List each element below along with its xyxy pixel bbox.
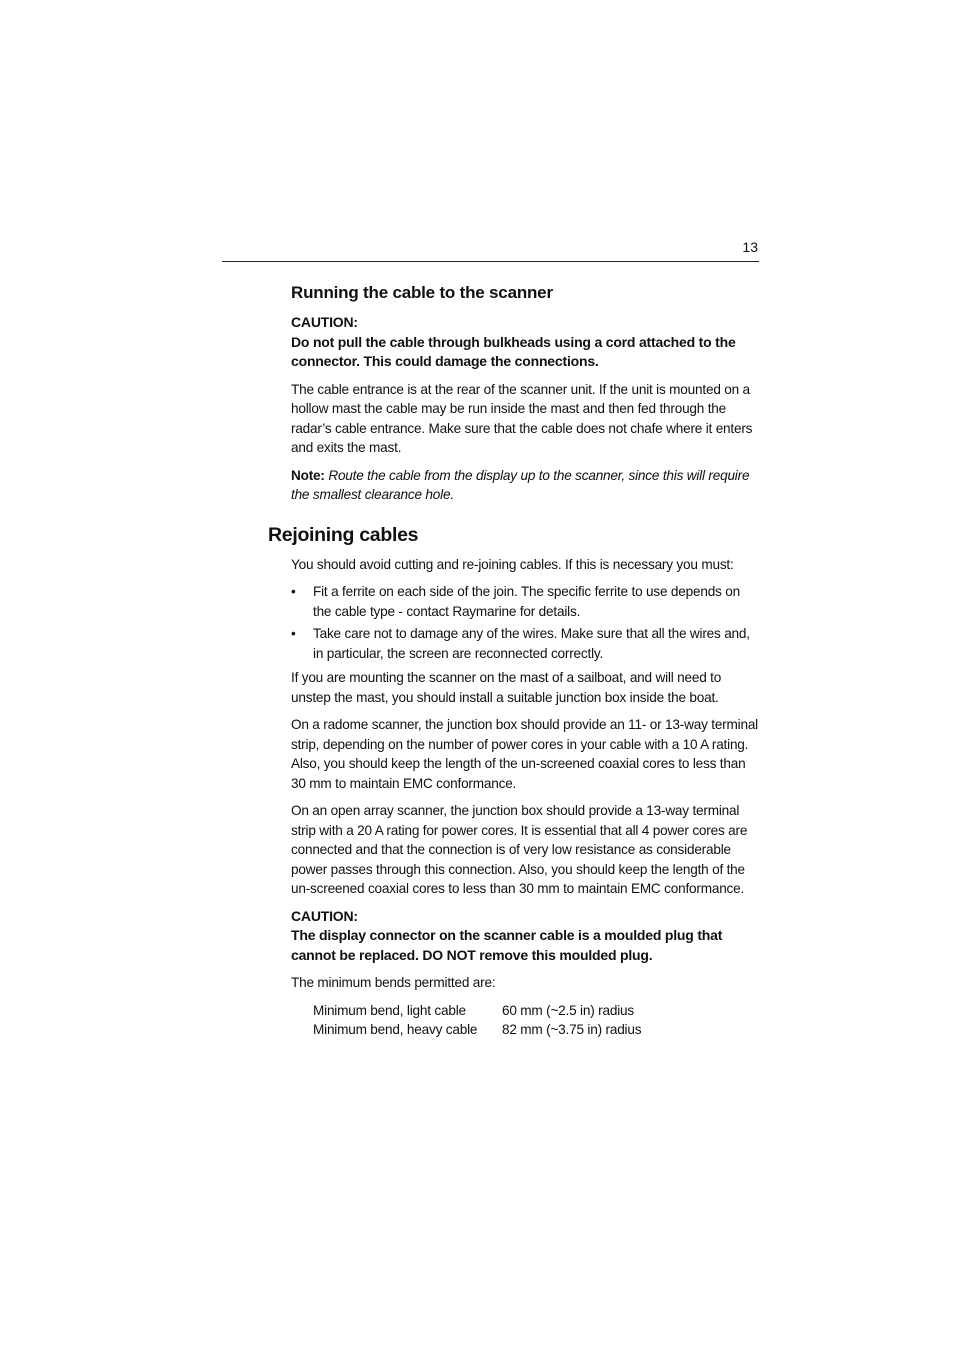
list-item <box>291 624 761 663</box>
paragraph-bends-intro: The minimum bends permitted are: <box>291 975 496 990</box>
caution-block-connector <box>291 907 761 966</box>
bends-table <box>313 1001 641 1040</box>
page-number: 13 <box>742 239 758 255</box>
caution-text: The display connector on the scanner cable is a moulded plug that cannot be replaced. DO NOT remove this moulded plug. <box>291 927 723 963</box>
bend-label: Minimum bend, light cable <box>313 1002 466 1018</box>
bullet-icon: • <box>291 584 296 599</box>
caution-block-running <box>291 313 761 372</box>
heading-rejoining-cables: Rejoining cables <box>268 523 419 546</box>
caution-label: CAUTION: <box>291 907 358 924</box>
heading-running-cable: Running the cable to the scanner <box>291 283 553 302</box>
list-item <box>291 582 761 621</box>
bend-label: Minimum bend, heavy cable <box>313 1022 478 1037</box>
rejoin-bullet-list <box>291 582 761 663</box>
bend-value: 82 mm (~3.75 in) radius <box>502 1022 642 1037</box>
list-item-text: Take care not to damage any of the wires. Make sure that all the wires and, in particular, the screen are reconnected correctly. <box>313 626 750 661</box>
bullet-icon: • <box>291 626 296 641</box>
note-block <box>291 466 761 505</box>
paragraph-cable-entrance: The cable entrance is at the rear of the scanner unit. If the unit is mounted on a hollow mast the cable may be run inside the mast and then fed through the radar’s cable entrance. Make sure that the cable does not chafe where it enters and exits the mast. <box>291 381 753 455</box>
paragraph-open-array: On an open array scanner, the junction box should provide a 13-way terminal strip with a 20 A rating for power cores. It is essential that all 4 power cores are connected and that the connection is of very low resistance as considerable power passes through this connection. Also, you should keep the length of the un-screened coaxial cores to less than 30 mm to maintain EMC conformance. <box>291 803 748 896</box>
note-text: Route the cable from the display up to the scanner, since this will require the smallest clearance hole. <box>291 467 750 502</box>
table-row <box>313 1001 641 1021</box>
table-row <box>313 1020 641 1040</box>
paragraph-radome: On a radome scanner, the junction box should provide an 11- or 13-way terminal strip, depending on the number of power cores in your cable with a 10 A rating. Also, you should keep the length of the un-screened coaxial cores to less than 30 mm to maintain EMC conformance. <box>291 717 758 791</box>
caution-text: Do not pull the cable through bulkheads using a cord attached to the connector. This could damage the connections. <box>291 333 736 369</box>
list-item-text: Fit a ferrite on each side of the join. The specific ferrite to use depends on the cable type - contact Raymarine for details. <box>313 584 740 619</box>
note-label: Note: <box>291 467 325 483</box>
paragraph-rejoin-intro: You should avoid cutting and re-joining cables. If this is necessary you must: <box>291 556 734 572</box>
paragraph-sailboat: If you are mounting the scanner on the mast of a sailboat, and will need to unstep the mast, you should install a suitable junction box inside the boat. <box>291 670 722 705</box>
page-content <box>268 282 761 1040</box>
caution-label: CAUTION: <box>291 314 358 330</box>
header-rule <box>222 261 759 262</box>
bend-value: 60 mm (~2.5 in) radius <box>502 1002 634 1018</box>
